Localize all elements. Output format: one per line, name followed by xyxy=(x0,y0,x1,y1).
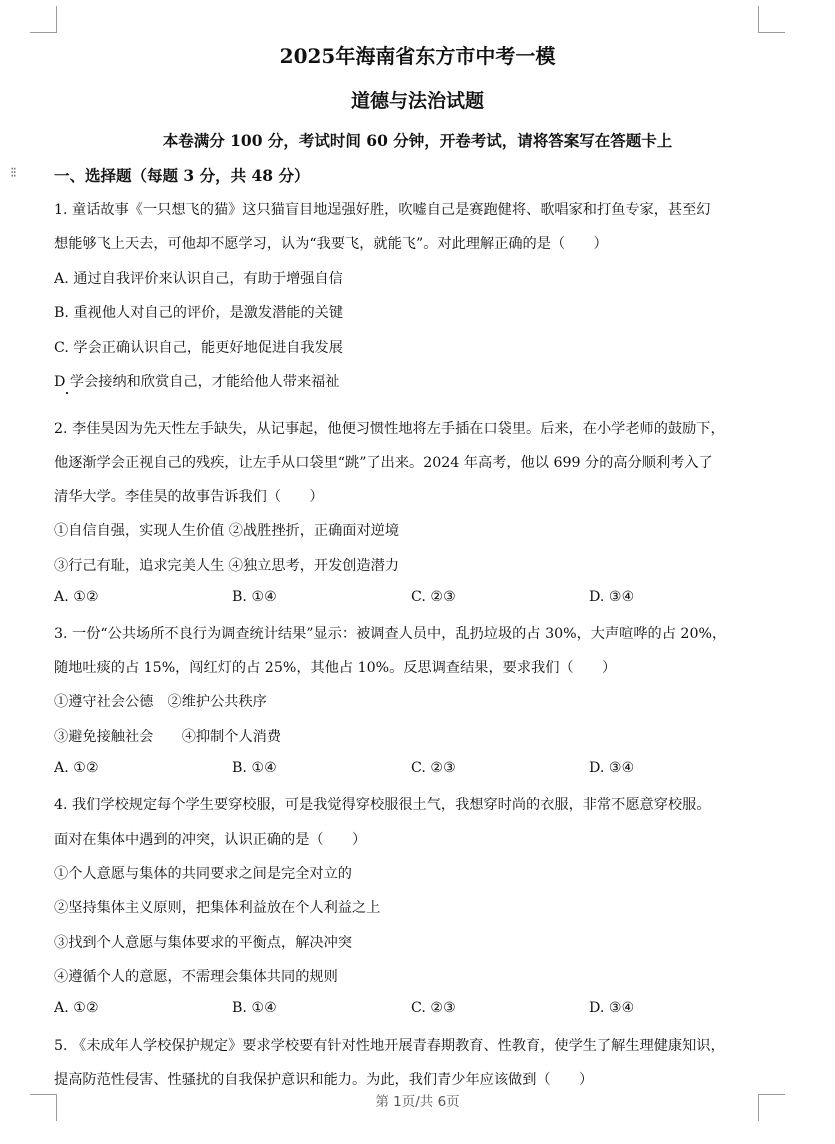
q1-option-c: C. 学会正确认识自己，能更好地促进自我发展 xyxy=(54,340,343,356)
q2-choice-c: C. ②③ xyxy=(411,589,456,605)
crop-mark-top-right xyxy=(758,6,785,33)
q1-stem-line1: 1. 童话故事《一只想飞的猫》这只猫盲目地逞强好胜，吹嘘自己是赛跑健将、歌唱家和打鱼专家，甚至幻 xyxy=(54,202,711,218)
q3-choice-d: D. ③④ xyxy=(589,760,635,776)
q2-choice-d: D. ③④ xyxy=(589,589,635,605)
stray-dot xyxy=(66,392,68,394)
q3-choice-a: A. ①② xyxy=(54,760,99,776)
q5-stem-line1: 5. 《未成年人学校保护规定》要求学校要有针对性地开展青春期教育、性教育，使学生了解生理健康知识， xyxy=(54,1038,725,1054)
q3-choice-c: C. ②③ xyxy=(411,760,456,776)
q2-stem-line3: 清华大学。李佳昊的故事告诉我们（ ） xyxy=(54,489,324,505)
q4-stem-line2: 面对在集体中遇到的冲突，认识正确的是（ ） xyxy=(54,832,367,848)
q2-choice-b: B. ①④ xyxy=(232,589,277,605)
q4-item-4: ④遵循个人的意愿，不需理会集体共同的规则 xyxy=(54,969,338,985)
q1-stem-line2: 想能够飞上天去，可他却不愿学习，认为“我要飞，就能飞”。对此理解正确的是（ ） xyxy=(54,236,608,252)
q2-items-line1: ①自信自强，实现人生价值 ②战胜挫折，正确面对逆境 xyxy=(54,523,400,539)
q2-choice-a: A. ①② xyxy=(54,589,99,605)
q3-items-line1: ①遵守社会公德 ②维护公共秩序 xyxy=(54,694,267,710)
page-number: 第 1页/共 6页 xyxy=(375,1094,460,1110)
q2-stem-line1: 2. 李佳昊因为先天性左手缺失，从记事起，他便习惯性地将左手插在口袋里。后来，在小学老师的鼓励下， xyxy=(54,421,725,437)
q1-option-a: A. 通过自我评价来认识自己，有助于增强自信 xyxy=(54,271,343,287)
q4-item-1: ①个人意愿与集体的共同要求之间是完全对立的 xyxy=(54,866,352,882)
q4-choice-b: B. ①④ xyxy=(232,1000,277,1016)
q4-choice-a: A. ①② xyxy=(54,1000,99,1016)
exam-instructions: 本卷满分 100 分，考试时间 60 分钟，开卷考试，请将答案写在答题卡上 xyxy=(162,131,673,150)
q4-choice-d: D. ③④ xyxy=(589,1000,635,1016)
q4-stem-line1: 4. 我们学校规定每个学生要穿校服，可是我觉得穿校服很土气，我想穿时尚的衣服，非常不愿意穿校服。 xyxy=(54,797,711,813)
q5-stem-line2: 提高防范性侵害、性骚扰的自我保护意识和能力。为此，我们青少年应该做到（ ） xyxy=(54,1072,594,1088)
q4-item-3: ③找到个人意愿与集体要求的平衡点，解决冲突 xyxy=(54,935,352,951)
drag-handle-icon[interactable]: ⁝⁝ xyxy=(10,165,15,181)
q3-choice-b: B. ①④ xyxy=(232,760,277,776)
q1-option-d: D 学会接纳和欣赏自己，才能给他人带来福祉 xyxy=(54,374,340,390)
exam-title: 2025年海南省东方市中考一模 xyxy=(279,44,556,68)
exam-subtitle: 道德与法治试题 xyxy=(350,90,484,112)
q3-items-line2: ③避免接触社会 ④抑制个人消费 xyxy=(54,729,282,745)
crop-mark-top-left xyxy=(30,6,57,33)
section-heading: 一、选择题（每题 3 分，共 48 分） xyxy=(54,166,310,185)
q1-option-b: B. 重视他人对自己的评价，是激发潜能的关键 xyxy=(54,305,344,321)
q4-item-2: ②坚持集体主义原则，把集体利益放在个人利益之上 xyxy=(54,900,381,916)
q3-stem-line1: 3. 一份“公共场所不良行为调查统计结果”显示：被调查人员中，乱扔垃圾的占 30%，大声喧哗的占 20%， xyxy=(54,626,727,642)
q3-stem-line2: 随地吐痰的占 15%，闯红灯的占 25%，其他占 10%。反思调查结果，要求我们（ ） xyxy=(54,660,617,676)
q2-items-line2: ③行己有耻，追求完美人生 ④独立思考，开发创造潜力 xyxy=(54,558,400,574)
q2-stem-line2: 他逐渐学会正视自己的残疾，让左手从口袋里“跳”了出来。2024 年高考，他以 699 分的高分顺利考入了 xyxy=(54,455,713,471)
q4-choice-c: C. ②③ xyxy=(411,1000,456,1016)
